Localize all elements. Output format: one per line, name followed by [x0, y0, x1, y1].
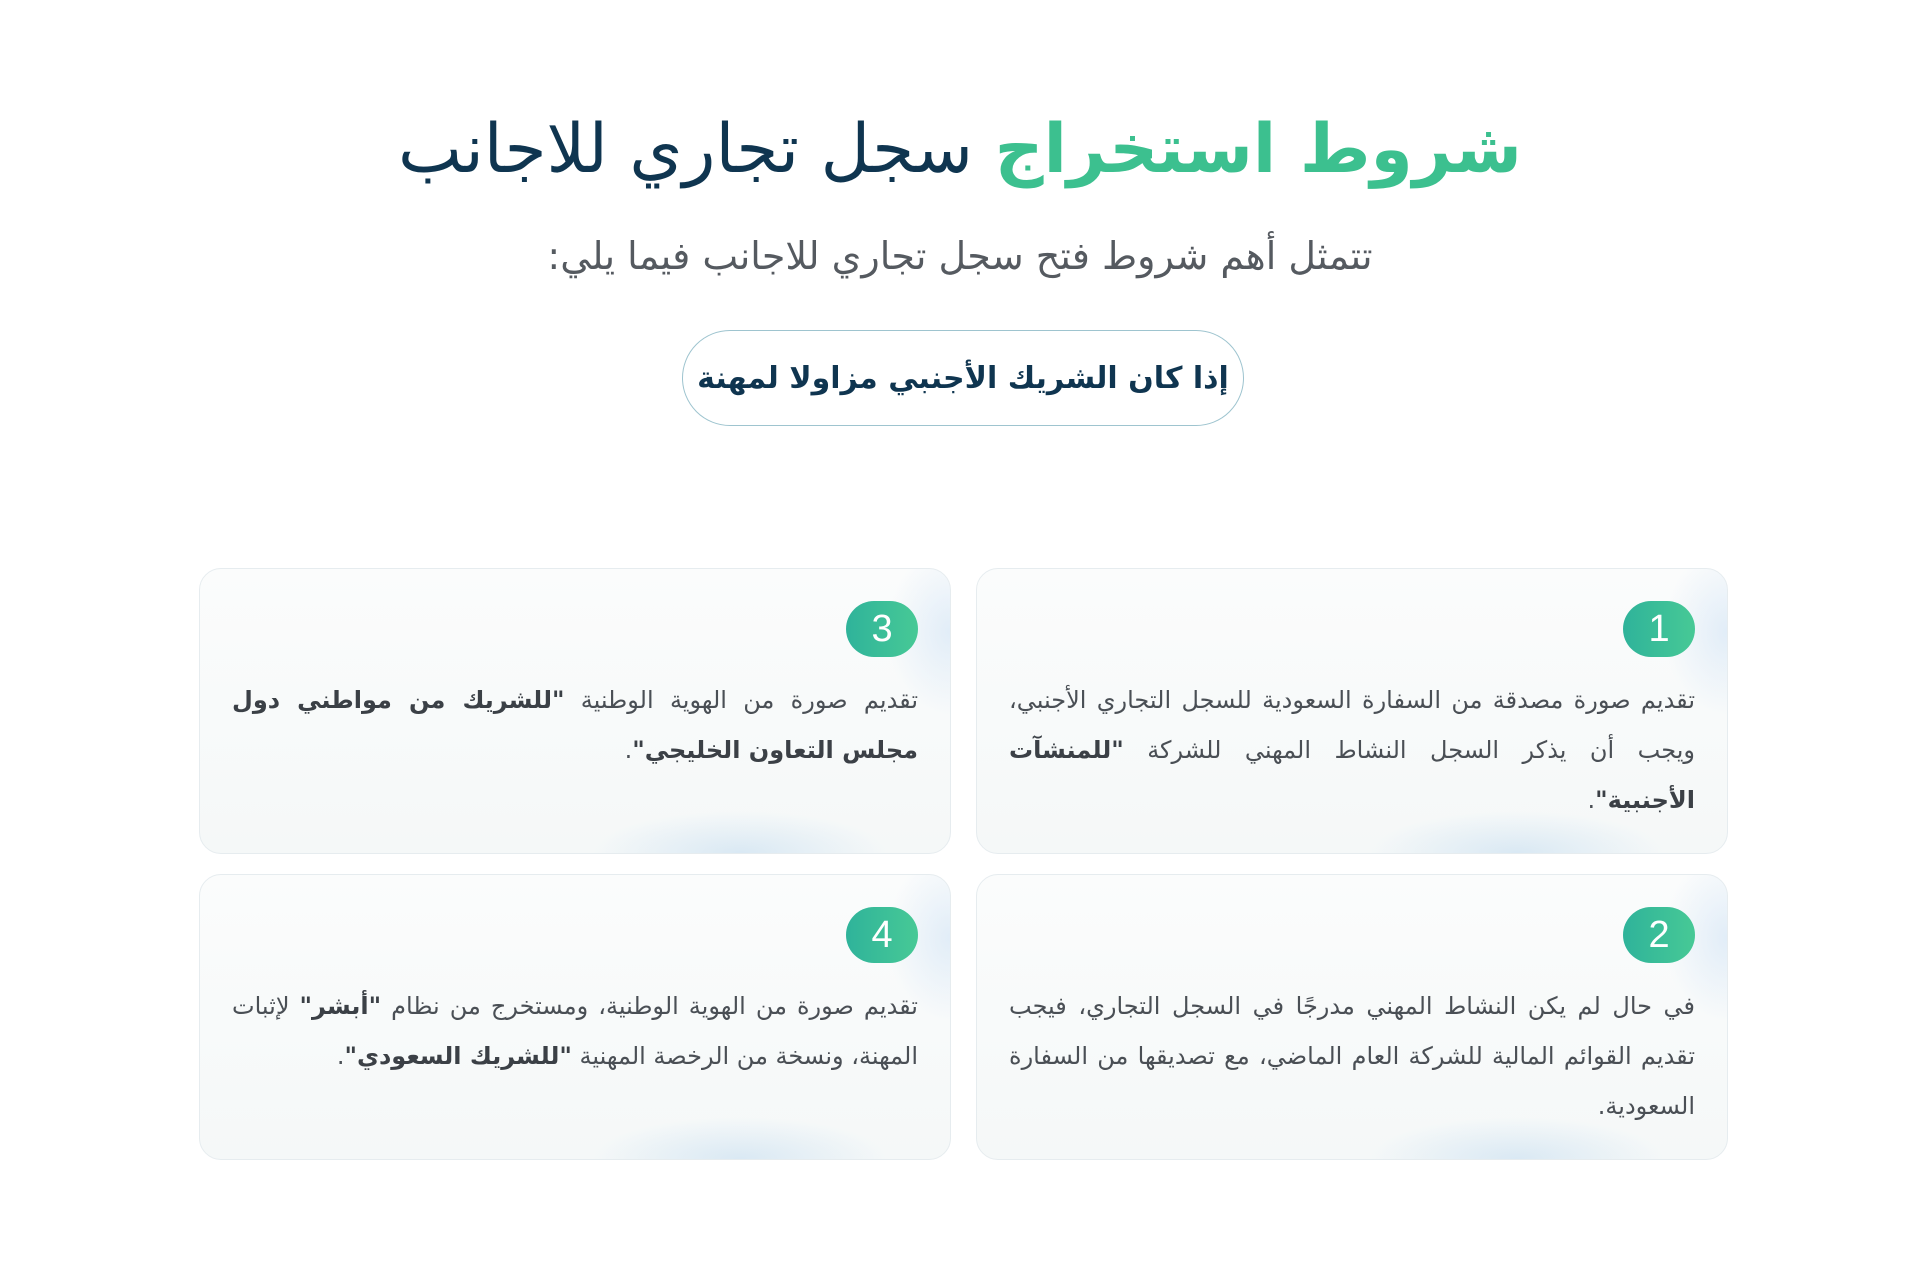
condition-number-badge: 2	[1623, 907, 1695, 963]
page-title	[0, 100, 1920, 200]
page-title-rest: سجل تجاري للاجانب	[398, 110, 973, 189]
page-title-accent: شروط استخراج	[994, 110, 1522, 189]
filter-button-label: إذا كان الشريك الأجنبي مزاولا لمهنة	[697, 360, 1229, 396]
condition-text-part: تقديم صورة من الهوية الوطنية	[564, 686, 919, 714]
condition-text	[232, 675, 918, 775]
condition-text-part: تقديم صورة من الهوية الوطنية، ومستخرج من نظام	[381, 992, 918, 1020]
condition-text-bold: "للشريك من مواطني دول مجلس التعاون الخليجي"	[232, 686, 918, 764]
condition-card-2	[976, 874, 1728, 1160]
page-subtitle: تتمثل أهم شروط فتح سجل تجاري للاجانب فيما يلي:	[547, 234, 1373, 278]
partner-profession-filter-button[interactable]	[682, 330, 1244, 426]
condition-text-part: لإثبات المهنة، ونسخة من الرخصة المهنية	[232, 992, 918, 1070]
condition-text	[232, 981, 918, 1081]
condition-card-3	[199, 568, 951, 854]
condition-number-badge: 4	[846, 907, 918, 963]
condition-card-1	[976, 568, 1728, 854]
condition-text	[1009, 675, 1695, 825]
condition-text-part: .	[336, 1042, 345, 1070]
condition-text-part: .	[624, 736, 633, 764]
condition-text-bold: "للشريك السعودي"	[344, 1042, 572, 1070]
condition-text-part: .	[1587, 786, 1596, 814]
condition-text-part: في حال لم يكن النشاط المهني مدرجًا في السجل التجاري، فيجب تقديم القوائم المالية للشركة العام الماضي، مع تصديقها من السفارة السعودية.	[1009, 992, 1695, 1120]
condition-text-bold: "للمنشآت الأجنبية"	[1009, 736, 1695, 814]
condition-text-part: تقديم صورة مصدقة من السفارة السعودية للسجل التجاري الأجنبي، ويجب أن يذكر السجل النشاط المهني للشركة	[1009, 686, 1695, 764]
condition-number-badge: 1	[1623, 601, 1695, 657]
condition-text-bold: "أبشر"	[299, 992, 382, 1020]
condition-card-4	[199, 874, 951, 1160]
condition-number-badge: 3	[846, 601, 918, 657]
condition-text	[1009, 981, 1695, 1131]
